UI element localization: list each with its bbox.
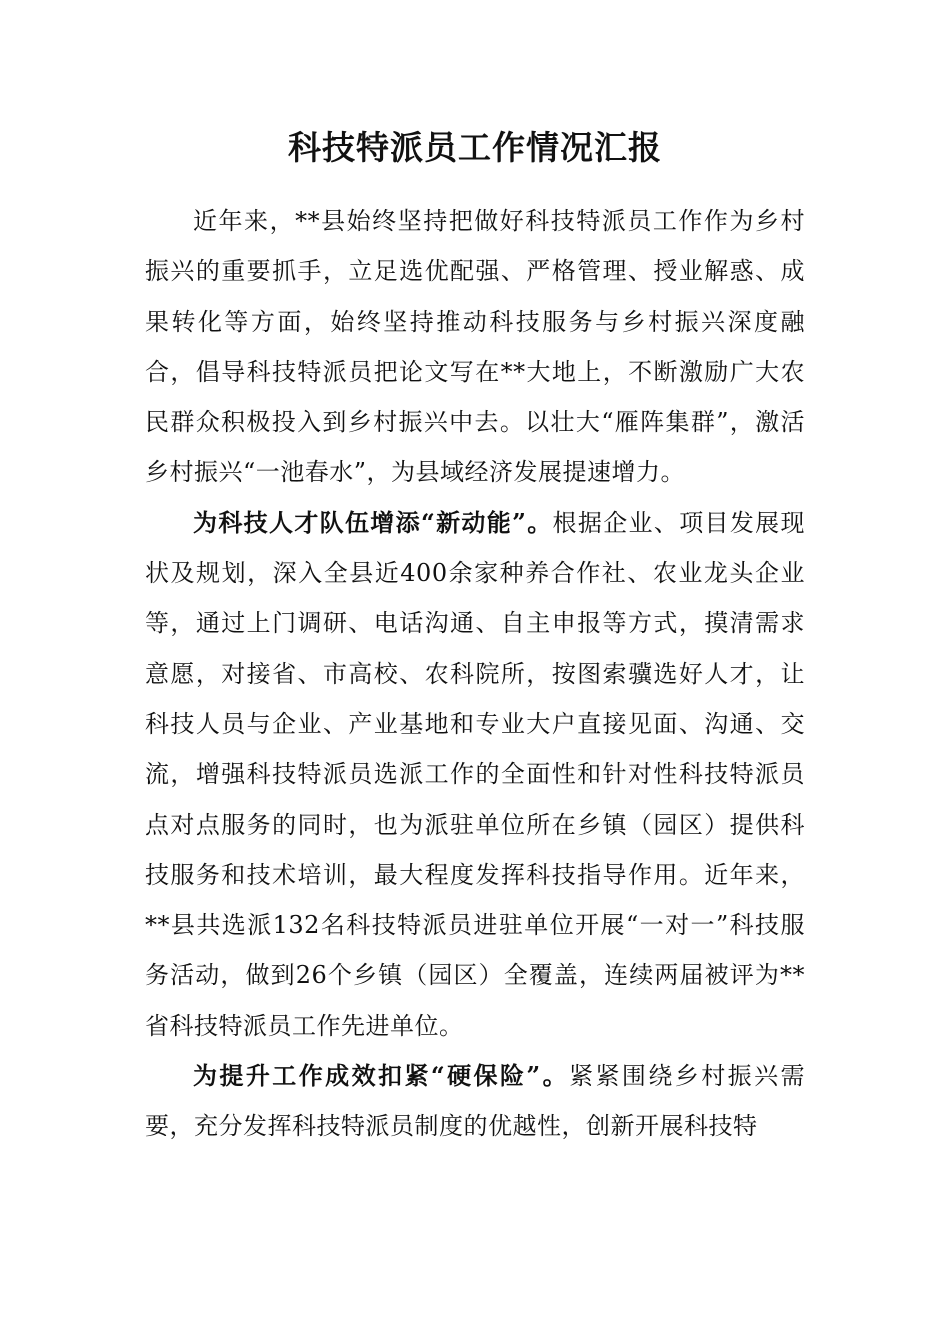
paragraph-talent-team: [145, 498, 805, 1051]
document-title: 科技特派员工作情况汇报: [288, 128, 662, 167]
paragraph-lead: 为提升工作成效扣紧“硬保险”。: [193, 1061, 570, 1091]
paragraph-lead: 为科技人才队伍增添“新动能”。: [193, 507, 553, 537]
paragraph-text: 紧紧围绕乡村振兴需要，充分发挥科技特派员制度的优越性，创新开展科技特: [145, 1062, 806, 1141]
document-body: [145, 196, 805, 1152]
paragraph-work-effectiveness: [145, 1051, 805, 1152]
paragraph-text: 根据企业、项目发展现状及规划，深入全县近400余家种养合作社、农业龙头企业等，通过上门调研、电话沟通、自主申报等方式，摸清需求意愿，对接省、市高校、农科院所，按图索骥选好人才，让科技人员与企业、产业基地和专业大户直接见面、沟通、交流，增强科技特派员选派工作的全面性和针对性科技特派员点对点服务的同时，也为派驻单位所在乡镇（园区）提供科技服务和技术培训，最大程度发挥科技指导作用。近年来，**县共选派132名科技特派员进驻单位开展“一对一”科技服务活动，做到26个乡镇（园区）全覆盖，连续两届被评为**省科技特派员工作先进单位。: [145, 508, 806, 1040]
paragraph-text: 近年来，**县始终坚持把做好科技特派员工作作为乡村振兴的重要抓手，立足选优配强、严格管理、授业解惑、成果转化等方面，始终坚持推动科技服务与乡村振兴深度融合，倡导科技特派员把论文写在**大地上，不断激励广大农民群众积极投入到乡村振兴中去。以壮大“雁阵集群”，激活乡村振兴“一池春水”，为县域经济发展提速增力。: [145, 207, 805, 487]
paragraph-intro: [145, 196, 805, 498]
